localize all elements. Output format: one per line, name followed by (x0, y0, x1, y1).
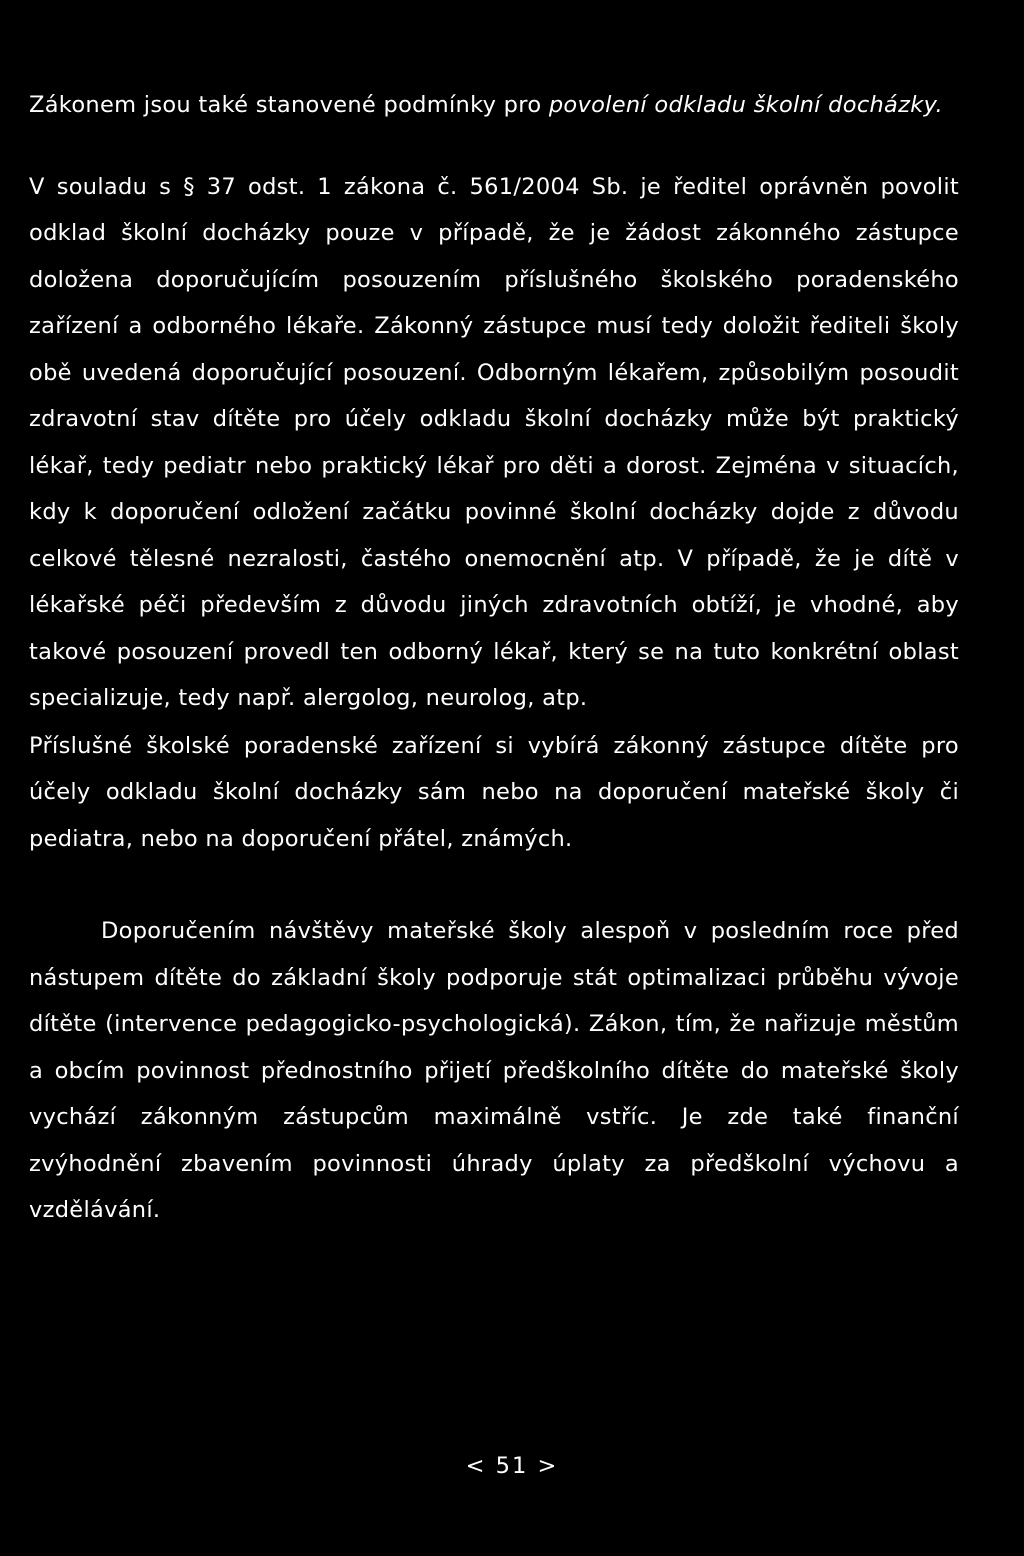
intro-text: Zákonem jsou také stanovené podmínky pro (29, 92, 549, 118)
page-number: < 51 > (465, 1453, 559, 1479)
paragraph-counseling-facility: Příslušné školské poradenské zařízení si vybírá zákonný zástupce dítěte pro účely odkladu školní docházky sám nebo na doporučení mateřské školy či pediatra, nebo na doporučení přátel, známých. (29, 732, 959, 852)
intro-emphasis: povolení odkladu školní docházky. (548, 92, 943, 118)
paragraph-kindergarten-attendance: Doporučením návštěvy mateřské školy alespoň v posledním roce před nástupem dítěte do základní školy podporuje stát optimalizaci průběhu vývoje dítěte (intervence pedagogicko-psychologická). Zákon, tím, že nařizuje městům a obcím povinnost přednostního přijetí předškolního dítěte do mateřské školy vychází zákonným zástupcům maximálně vstříc. Je zde také finanční zvýhodnění zbavením povinnosti úhrady úplaty za předškolní výchovu a vzdělávání. (29, 918, 959, 1223)
paragraph-legal-basis: V souladu s § 37 odst. 1 zákona č. 561/2004 Sb. je ředitel oprávněn povolit odklad školní docházky pouze v případě, že je žádost zákonného zástupce doložena doporučujícím posouzením příslušného školského poradenského zařízení a odborného lékaře. Zákonný zástupce musí tedy doložit řediteli školy obě uvedená doporučující posouzení. Odborným lékařem, způsobilým posoudit zdravotní stav dítěte pro účely odkladu školní docházky může být praktický lékař, tedy pediatr nebo praktický lékař pro děti a dorost. Zejména v situacích, kdy k doporučení odložení začátku povinné školní docházky dojde z důvodu celkové tělesné nezralosti, častého onemocnění atp. V případě, že je dítě v lékařské péči především z důvodu jiných zdravotních obtíží, je vhodné, aby takové posouzení provedl ten odborný lékař, který se na tuto konkrétní oblast specializuje, tedy např. alergolog, neurolog, atp. (29, 173, 959, 711)
paragraph-postponement-intro (29, 82, 959, 129)
document-body (29, 82, 959, 1234)
